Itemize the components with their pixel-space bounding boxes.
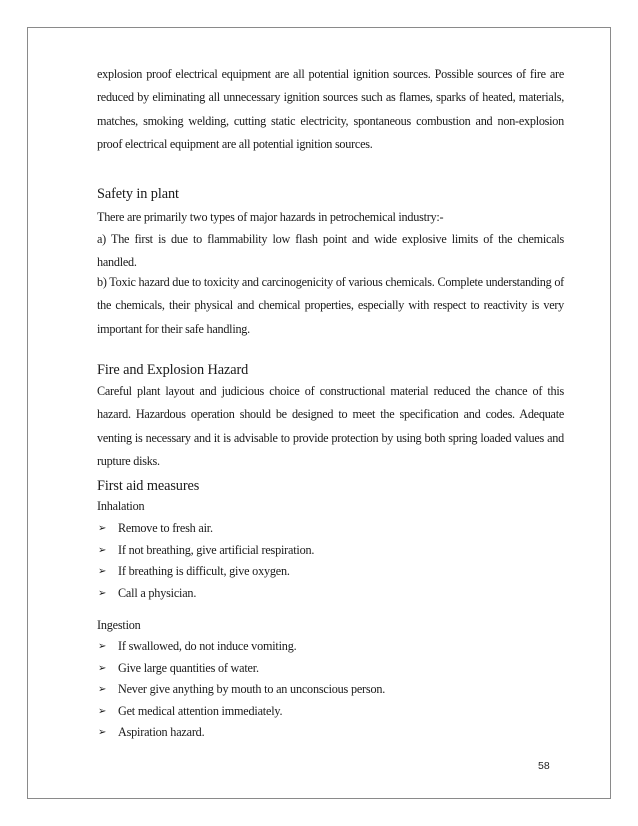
list-item: ➢ Never give anything by mouth to an unconscious person. bbox=[96, 679, 563, 701]
fire-body: Careful plant layout and judicious choice of constructional material reduced the chance of this hazard. Hazardous operation should be designed to meet the specification and codes. Adequate venting is necessary and it is advisable to provide protection by using both spring loaded values and rupture disks. bbox=[97, 384, 564, 468]
list-item: ➢ If not breathing, give artificial respiration. bbox=[96, 540, 563, 562]
arrow-bullet-icon: ➢ bbox=[98, 566, 107, 578]
list-item: ➢ Remove to fresh air. bbox=[96, 518, 563, 540]
list-item: ➢ Give large quantities of water. bbox=[96, 658, 563, 680]
arrow-bullet-icon: ➢ bbox=[98, 684, 107, 696]
arrow-bullet-icon: ➢ bbox=[98, 587, 107, 599]
arrow-bullet-icon: ➢ bbox=[98, 544, 107, 556]
intro-paragraph: explosion proof electrical equipment are all potential ignition sources. Possible sources of fire are reduced by eliminating all unnecessary ignition sources such as flames, sparks of heated, materials, matches, smoking welding, cutting static electricity, spontaneous combustion and non-explosion proof electrical equipment are all potential ignition sources. bbox=[97, 67, 564, 151]
arrow-bullet-icon: ➢ bbox=[98, 705, 107, 717]
list-item: ➢ Aspiration hazard. bbox=[96, 722, 563, 744]
list-item: ➢ Get medical attention immediately. bbox=[96, 701, 563, 723]
safety-point-b: b) Toxic hazard due to toxicity and carcinogenicity of various chemicals. Complete understanding of the chemicals, their physical and chemical properties, especially with respect to reactivity is very important for their safe handling. bbox=[97, 275, 564, 336]
list-item: ➢ If swallowed, do not induce vomiting. bbox=[96, 636, 563, 658]
list-item: ➢ If breathing is difficult, give oxygen. bbox=[96, 561, 563, 583]
ingestion-label: Ingestion bbox=[97, 618, 141, 632]
arrow-bullet-icon: ➢ bbox=[98, 662, 107, 674]
arrow-bullet-icon: ➢ bbox=[98, 523, 107, 534]
arrow-bullet-icon: ➢ bbox=[98, 641, 107, 652]
list-item: ➢ Call a physician. bbox=[96, 583, 563, 605]
page-number: 58 bbox=[538, 760, 550, 772]
fire-heading: Fire and Explosion Hazard bbox=[97, 362, 249, 378]
inhalation-list bbox=[96, 518, 563, 604]
safety-intro: There are primarily two types of major hazards in petrochemical industry:- bbox=[97, 210, 444, 224]
safety-heading: Safety in plant bbox=[97, 186, 179, 202]
safety-point-a: a) The first is due to flammability low flash point and wide explosive limits of the chemicals handled. bbox=[97, 232, 564, 270]
inhalation-label: Inhalation bbox=[97, 499, 145, 513]
first-aid-heading: First aid measures bbox=[97, 478, 200, 494]
ingestion-list bbox=[96, 636, 563, 744]
arrow-bullet-icon: ➢ bbox=[98, 727, 107, 739]
